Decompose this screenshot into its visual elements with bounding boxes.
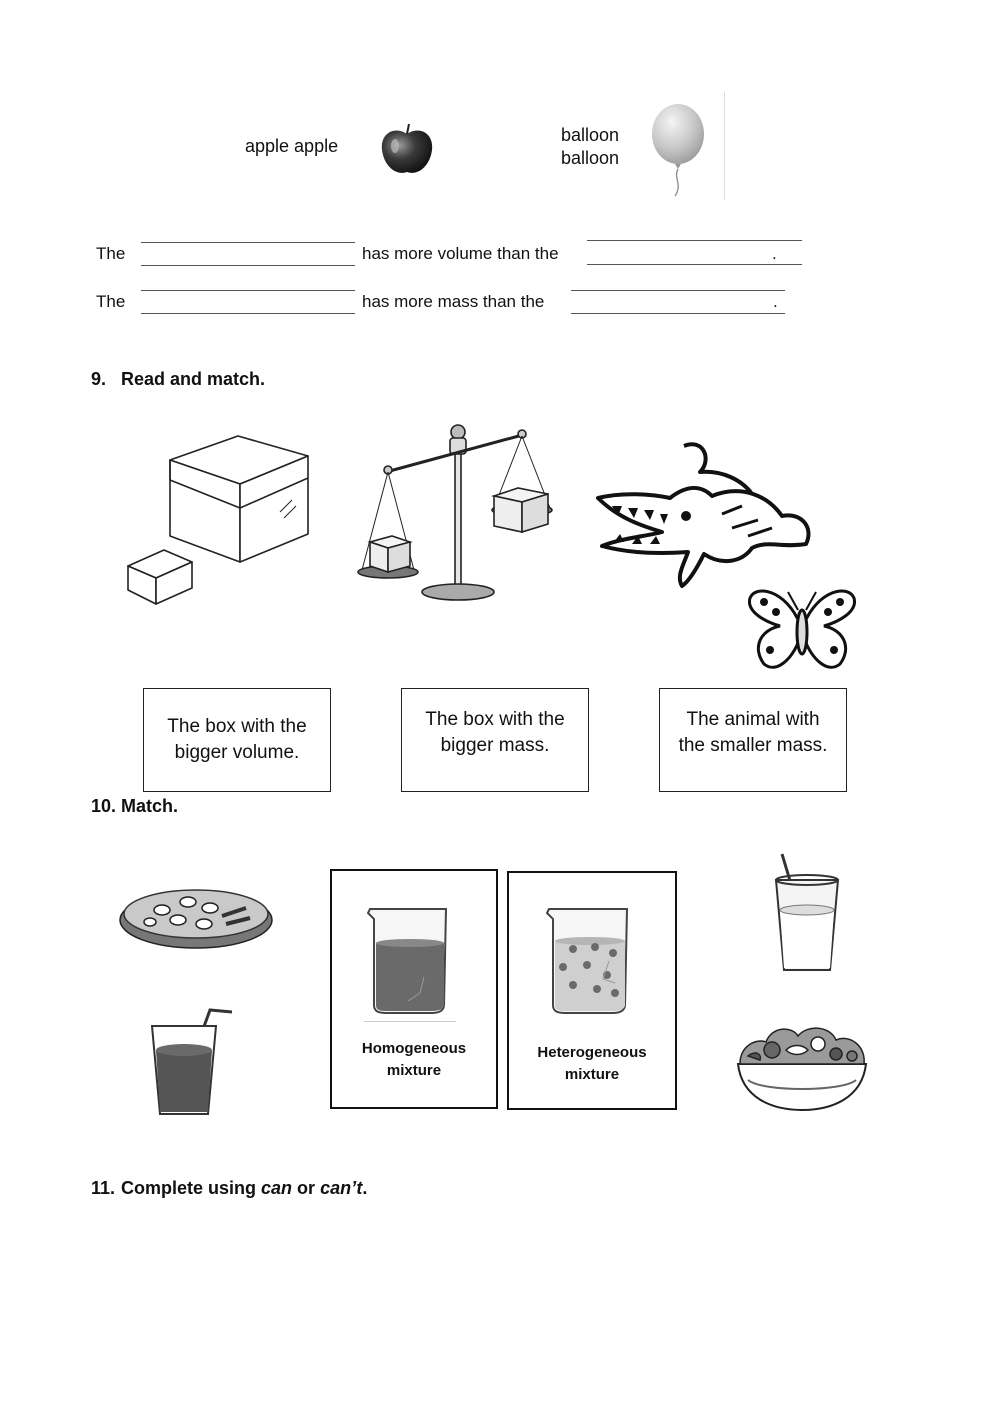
blank-line (141, 242, 355, 243)
word-cant: can’t (320, 1178, 363, 1198)
word-can: can (261, 1178, 293, 1198)
title-part: . (362, 1178, 368, 1198)
card-line: The box with the (167, 716, 307, 737)
title-part: Complete using (121, 1178, 262, 1198)
apple-image (378, 120, 436, 178)
sentence-1-start: The (96, 244, 126, 263)
beaker-homogeneous-image (364, 903, 456, 1015)
answer-blank-1a[interactable] (141, 265, 355, 266)
match-card-bigger-volume[interactable] (143, 688, 331, 792)
mixture-label-line: mixture (386, 1062, 442, 1079)
match-card-smaller-mass[interactable] (659, 688, 847, 792)
answer-blank-2b[interactable] (571, 313, 785, 314)
answer-blank-2a[interactable] (141, 313, 355, 314)
sentence-2-middle: has more mass than the (362, 292, 545, 311)
butterfly-image (746, 584, 858, 674)
section-10-title: Match. (121, 796, 179, 816)
card-line: The box with the (425, 709, 565, 730)
section-9-title: Read and match. (121, 369, 266, 389)
match-card-bigger-mass[interactable] (401, 688, 589, 792)
apple-label: apple apple (245, 136, 339, 156)
sentence-1-middle: has more volume than the (362, 244, 559, 263)
section-11-number: 11. (91, 1178, 116, 1198)
blank-line (587, 240, 802, 241)
blank-line (141, 290, 355, 291)
milk-glass-image (772, 852, 844, 976)
heterogeneous-mixture-card[interactable] (507, 871, 677, 1110)
title-part: or (292, 1178, 321, 1198)
balloon-image (645, 100, 715, 200)
card-line: bigger mass. (440, 735, 550, 756)
balance-scale-image (356, 422, 566, 608)
beaker-heterogeneous-image (543, 903, 637, 1015)
sentence-2-start: The (96, 292, 126, 311)
pizza-image (118, 884, 274, 950)
crocodile-image (592, 436, 822, 596)
salad-bowl-image (732, 1020, 872, 1112)
card-line: bigger volume. (174, 742, 300, 763)
boxes-image (120, 430, 320, 610)
section-11-title (121, 1178, 367, 1199)
section-9-number: 9. (91, 369, 107, 389)
blank-line (571, 290, 785, 291)
answer-blank-1b[interactable] (587, 264, 802, 265)
mixture-label-line: Heterogeneous (537, 1044, 647, 1061)
sentence-2-end: . (773, 292, 778, 311)
homogeneous-mixture-card[interactable] (330, 869, 498, 1109)
divider (724, 92, 725, 200)
balloon-label-2: balloon (561, 148, 620, 168)
juice-glass-image (150, 1004, 240, 1118)
heterogeneous-label (509, 1042, 675, 1086)
balloon-label-1: balloon (561, 125, 620, 145)
section-10-number: 10. (91, 796, 117, 816)
mixture-label-line: mixture (564, 1066, 620, 1083)
homogeneous-label (332, 1038, 496, 1082)
mixture-label-line: Homogeneous (361, 1040, 467, 1057)
card-line: the smaller mass. (678, 735, 828, 756)
card-line: The animal with (686, 709, 820, 730)
divider (364, 1021, 456, 1022)
sentence-1-end: . (772, 244, 777, 263)
